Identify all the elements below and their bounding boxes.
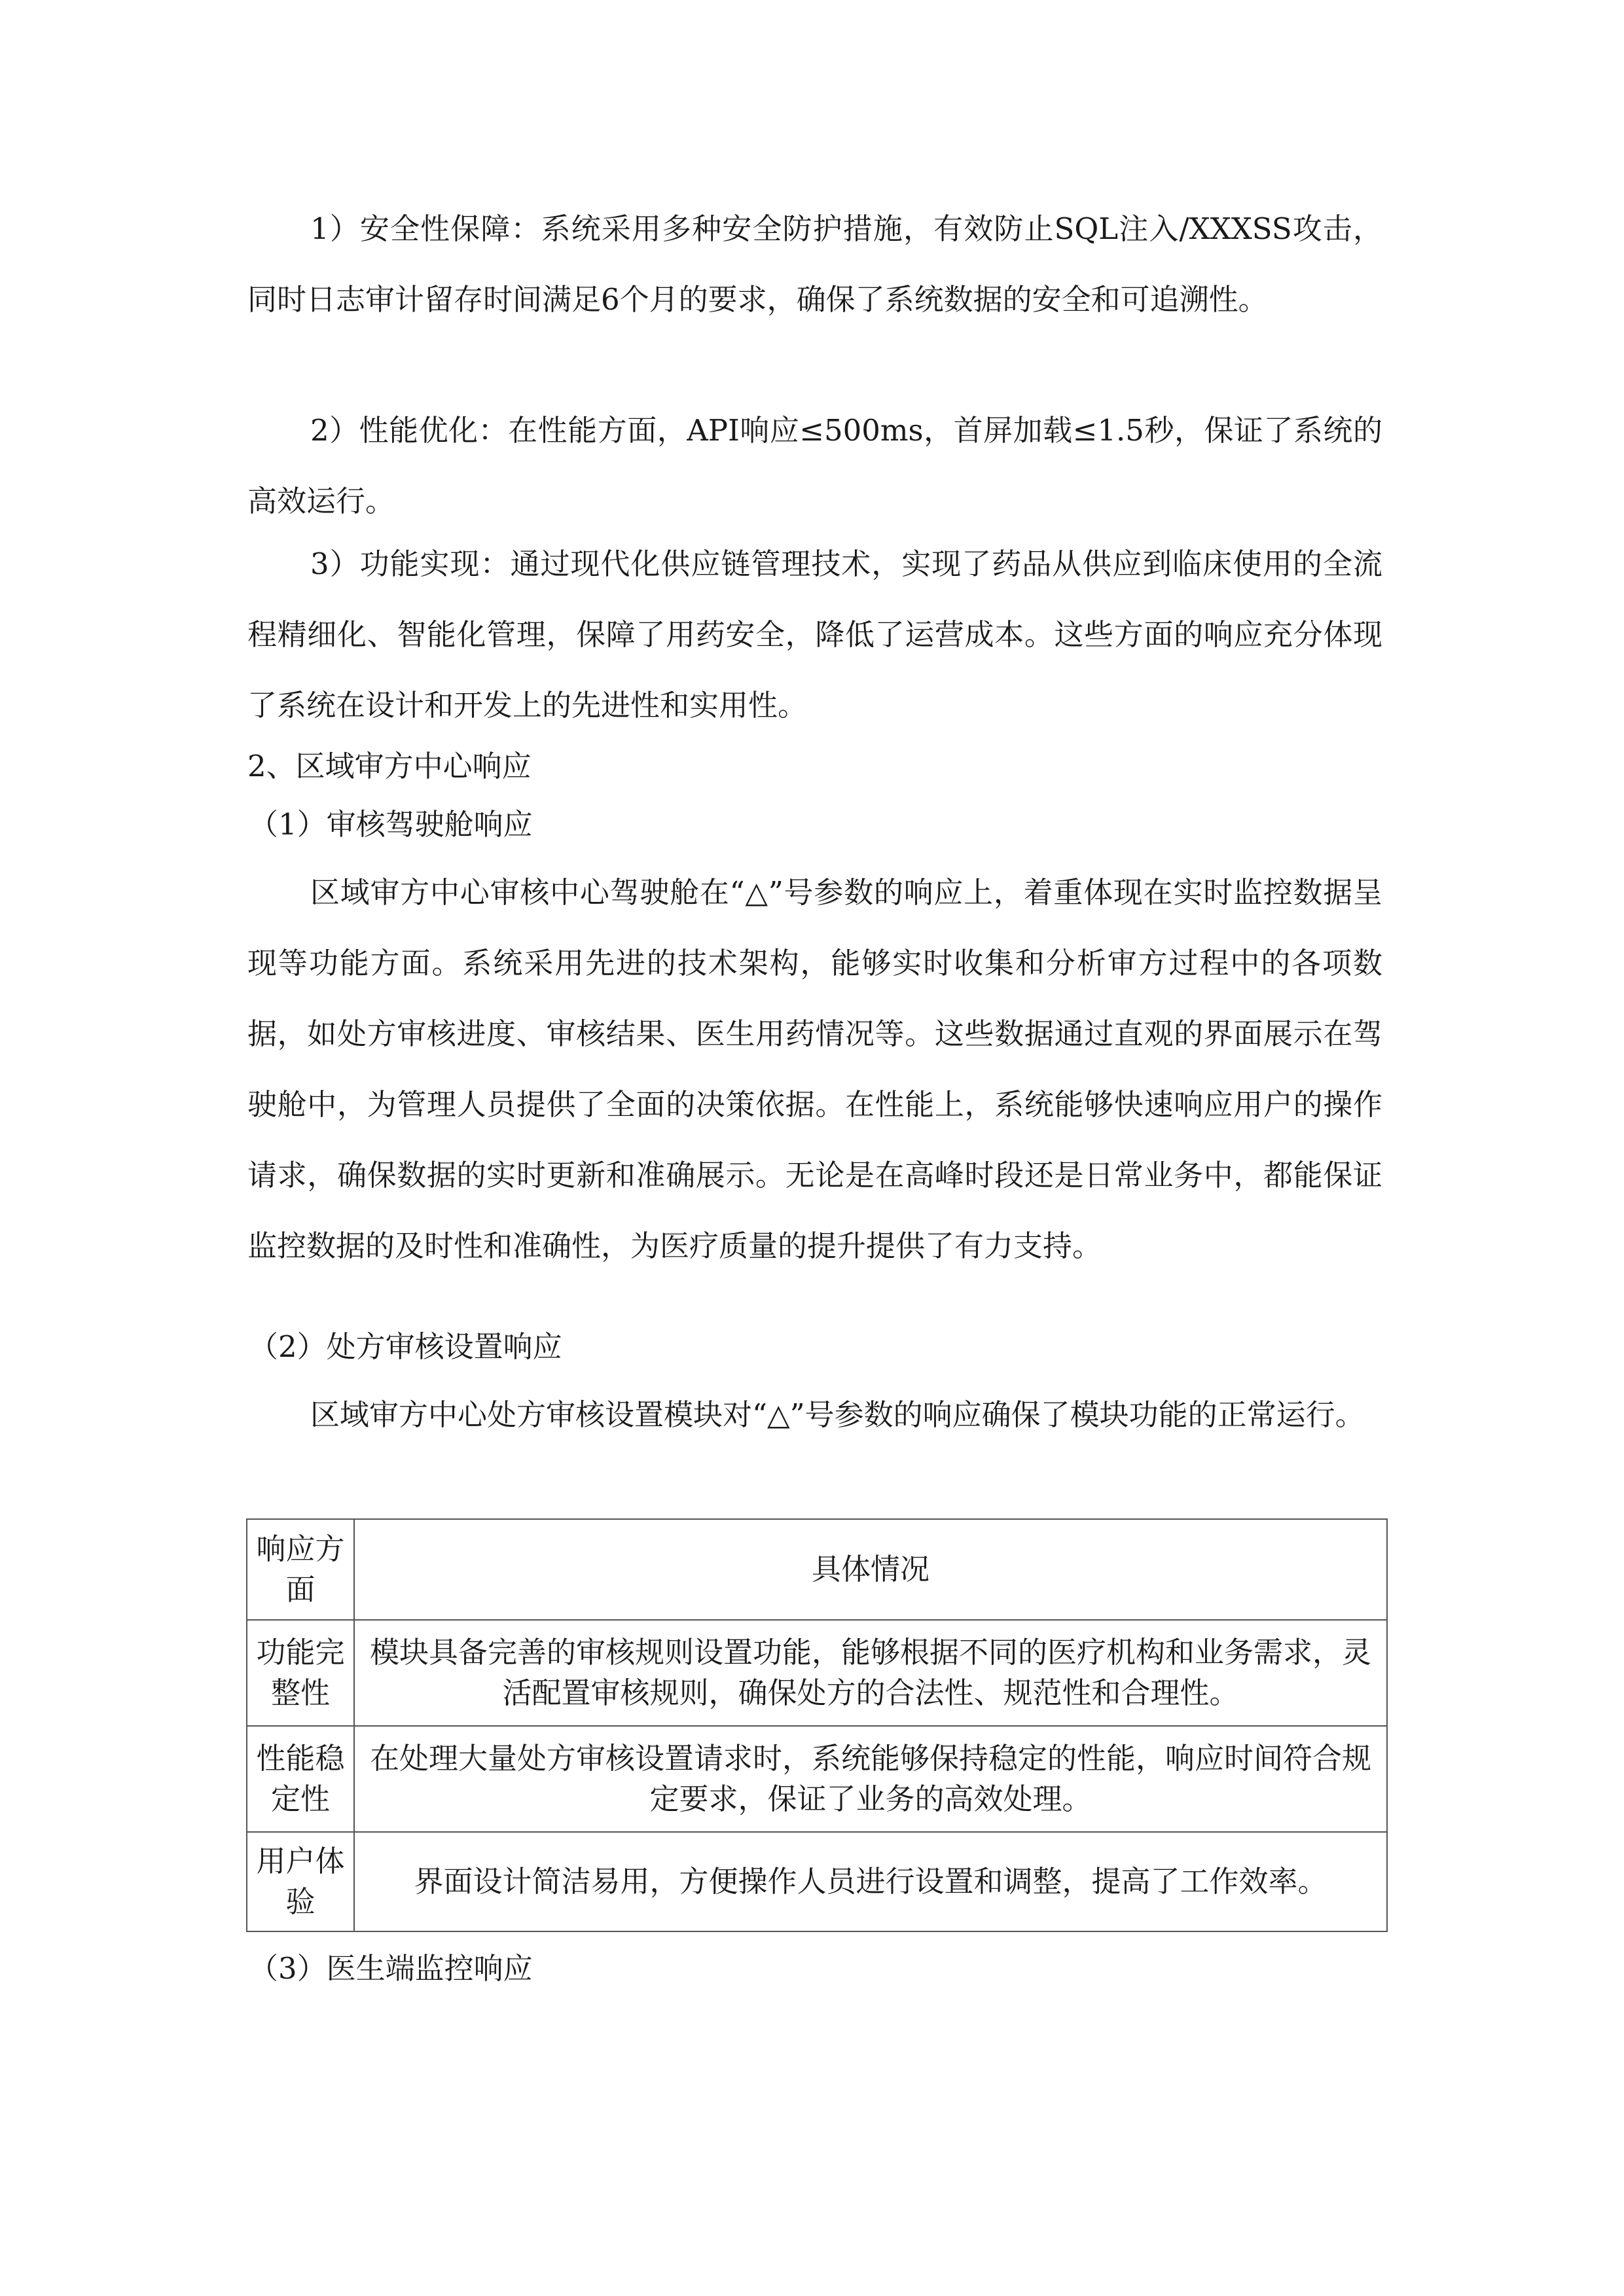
table-cell-aspect: 功能完整性 xyxy=(247,1620,354,1726)
table-cell-detail: 界面设计简洁易用，方便操作人员进行设置和调整，提高了工作效率。 xyxy=(354,1832,1387,1931)
section-heading-regional-center: 2、区域审方中心响应 xyxy=(247,749,532,783)
paragraph-function: 3）功能实现：通过现代化供应链管理技术，实现了药品从供应到临床使用的全流程精细化、智能化管理，保障了用药安全，降低了运营成本。这些方面的响应充分体现了系统在设计和开发上的先进性和实用性。 xyxy=(247,547,1382,723)
table-header-aspect: 响应方面 xyxy=(247,1519,354,1620)
table-header-row xyxy=(247,1519,1387,1620)
subheading-cockpit: （1）审核驾驶舱响应 xyxy=(249,807,533,842)
table-row xyxy=(247,1832,1387,1931)
table-cell-aspect: 用户体验 xyxy=(247,1832,354,1931)
table-cell-aspect: 性能稳定性 xyxy=(247,1726,354,1832)
table-row xyxy=(247,1620,1387,1726)
subheading-doctor-monitoring: （3）医生端监控响应 xyxy=(249,1951,533,1986)
paragraph-security: 1）安全性保障：系统采用多种安全防护措施，有效防止SQL注入/XXXSS攻击，同时日志审计留存时间满足6个月的要求，确保了系统数据的安全和可追溯性。 xyxy=(247,211,1382,317)
subheading-prescription-settings: （2）处方审核设置响应 xyxy=(249,1329,562,1364)
response-table xyxy=(246,1518,1388,1932)
table-row xyxy=(247,1726,1387,1832)
table-cell-detail: 在处理大量处方审核设置请求时，系统能够保持稳定的性能，响应时间符合规定要求，保证了业务的高效处理。 xyxy=(354,1726,1387,1832)
table-header-detail: 具体情况 xyxy=(354,1519,1387,1620)
paragraph-prescription-settings: 区域审方中心处方审核设置模块对“△”号参数的响应确保了模块功能的正常运行。 xyxy=(310,1397,1365,1432)
paragraph-performance: 2）性能优化：在性能方面，API响应≤500ms，首屏加载≤1.5秒，保证了系统的高效运行。 xyxy=(247,413,1382,518)
paragraph-cockpit: 区域审方中心审核中心驾驶舱在“△”号参数的响应上，着重体现在实时监控数据呈现等功能方面。系统采用先进的技术架构，能够实时收集和分析审方过程中的各项数据，如处方审核进度、审核结果、医生用药情况等。这些数据通过直观的界面展示在驾驶舱中，为管理人员提供了全面的决策依据。在性能上，系统能够快速响应用户的操作请求，确保数据的实时更新和准确展示。无论是在高峰时段还是日常业务中，都能保证监控数据的及时性和准确性，为医疗质量的提升提供了有力支持。 xyxy=(247,875,1382,1263)
table-cell-detail: 模块具备完善的审核规则设置功能，能够根据不同的医疗机构和业务需求，灵活配置审核规则，确保处方的合法性、规范性和合理性。 xyxy=(354,1620,1387,1726)
